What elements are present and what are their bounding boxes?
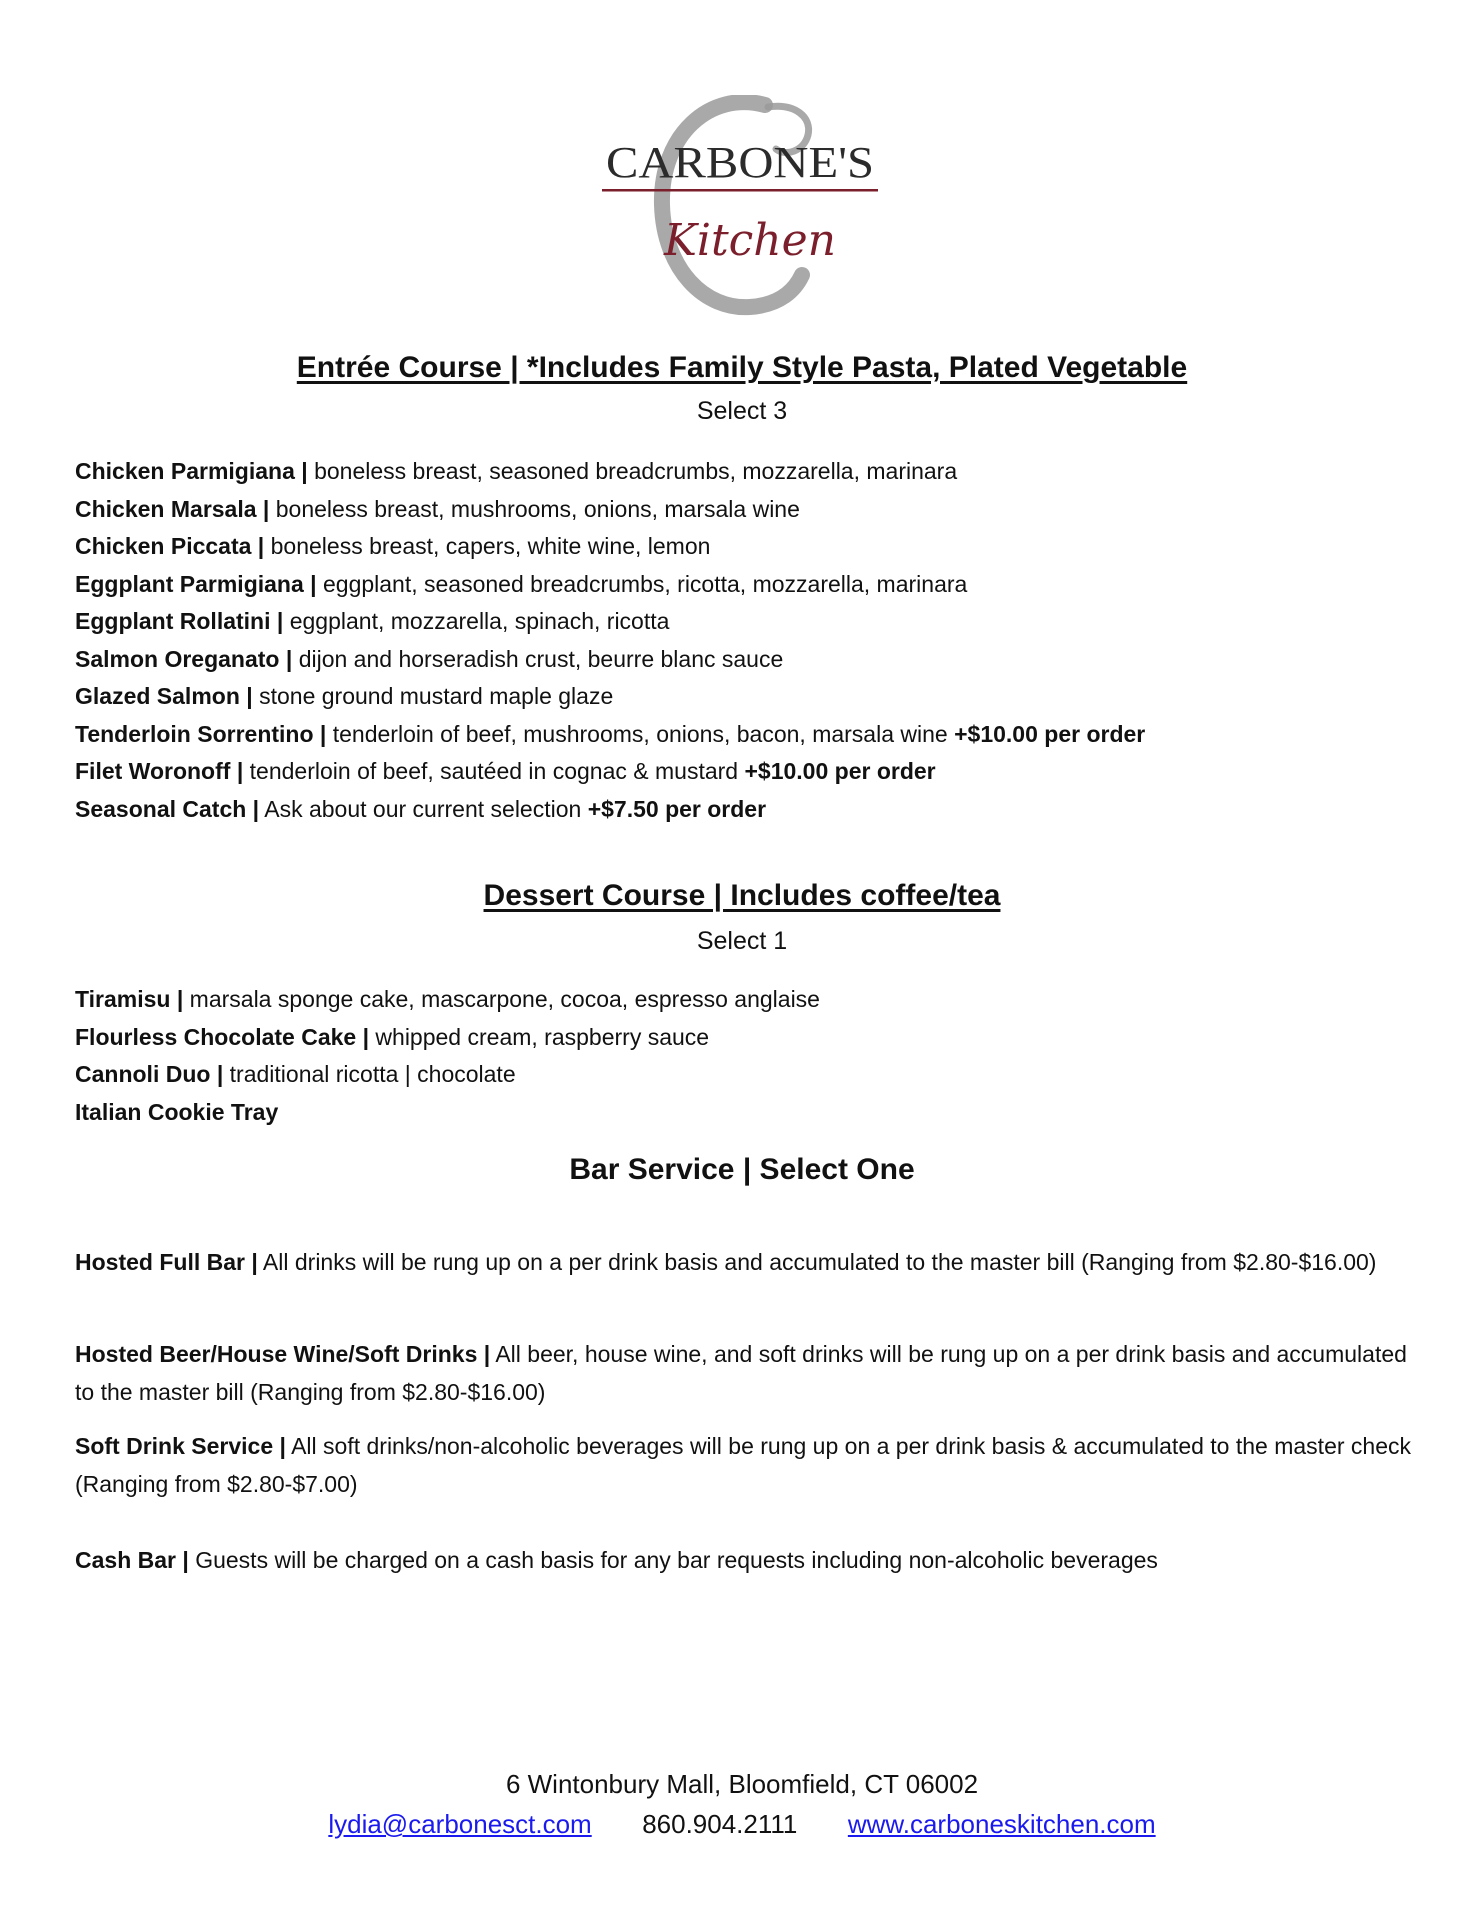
list-item: Tenderloin Sorrentino | tenderloin of beef, mushrooms, onions, bacon, marsala wine +$10.00 per order bbox=[75, 720, 1146, 747]
list-item: Cannoli Duo | traditional ricotta | chocolate bbox=[75, 1061, 516, 1087]
logo-graphic bbox=[590, 95, 890, 320]
bar-option: Hosted Full Bar | All drinks will be rung up on a per drink basis and accumulated to the master bill (Ranging from $2.80-$16.00) bbox=[75, 1249, 1377, 1275]
dessert-title: Dessert Course | Includes coffee/tea bbox=[483, 879, 1001, 912]
entree-list bbox=[75, 453, 1415, 828]
footer-contact bbox=[0, 1808, 1484, 1840]
monogram-c-icon bbox=[662, 102, 802, 307]
entree-heading bbox=[0, 350, 1484, 386]
list-item: Tiramisu | marsala sponge cake, mascarpone, cocoa, espresso anglaise bbox=[75, 986, 820, 1012]
list-item: Italian Cookie Tray bbox=[75, 1098, 279, 1125]
list-item: Filet Woronoff | tenderloin of beef, sautéed in cognac & mustard +$10.00 per order bbox=[75, 758, 936, 784]
phone-number: 860.904.2111 bbox=[642, 1809, 798, 1839]
dessert-heading bbox=[0, 878, 1484, 914]
bar-option: Cash Bar | Guests will be charged on a cash basis for any bar requests including non-alcoholic beverages bbox=[75, 1547, 1158, 1573]
list-item: Chicken Parmigiana | boneless breast, seasoned breadcrumbs, mozzarella, marinara bbox=[75, 458, 958, 484]
carbones-kitchen-logo bbox=[590, 95, 890, 320]
list-item: Glazed Salmon | stone ground mustard maple glaze bbox=[75, 683, 614, 709]
list-item: Seasonal Catch | Ask about our current selection +$7.50 per order bbox=[75, 795, 767, 822]
dessert-list bbox=[75, 981, 1415, 1131]
bar-heading: Bar Service | Select One bbox=[569, 1153, 915, 1186]
list-item: Chicken Piccata | boneless breast, capers, white wine, lemon bbox=[75, 533, 711, 559]
bar-option: Hosted Beer/House Wine/Soft Drinks | All beer, house wine, and soft drinks will be rung up on a per drink basis and accumulated to the master bill (Ranging from $2.80-$16.00) bbox=[75, 1341, 1407, 1405]
list-item: Chicken Marsala | boneless breast, mushrooms, onions, marsala wine bbox=[75, 495, 800, 522]
email-link[interactable]: lydia@carbonesct.com bbox=[328, 1809, 592, 1839]
logo-name-top: CARBONE'S bbox=[606, 138, 874, 187]
bar-option: Soft Drink Service | All soft drinks/non-alcoholic beverages will be rung up on a per drink basis & accumulated to the master check (Ranging from $2.80-$7.00) bbox=[75, 1433, 1411, 1497]
list-item: Eggplant Rollatini | eggplant, mozzarella, spinach, ricotta bbox=[75, 608, 670, 634]
footer-address: 6 Wintonbury Mall, Bloomfield, CT 06002 bbox=[505, 1769, 979, 1799]
list-item: Salmon Oreganato | dijon and horseradish crust, beurre blanc sauce bbox=[75, 645, 784, 672]
dessert-select-count: Select 1 bbox=[696, 927, 788, 955]
logo-name-bottom: Kitchen bbox=[664, 215, 836, 266]
entree-select-count: Select 3 bbox=[696, 397, 788, 425]
list-item: Flourless Chocolate Cake | whipped cream, raspberry sauce bbox=[75, 1023, 710, 1050]
website-link[interactable]: www.carboneskitchen.com bbox=[847, 1809, 1156, 1839]
list-item: Eggplant Parmigiana | eggplant, seasoned breadcrumbs, ricotta, mozzarella, marinara bbox=[75, 570, 968, 597]
entree-title: Entrée Course | *Includes Family Style Pasta, Plated Vegetable bbox=[296, 351, 1188, 384]
